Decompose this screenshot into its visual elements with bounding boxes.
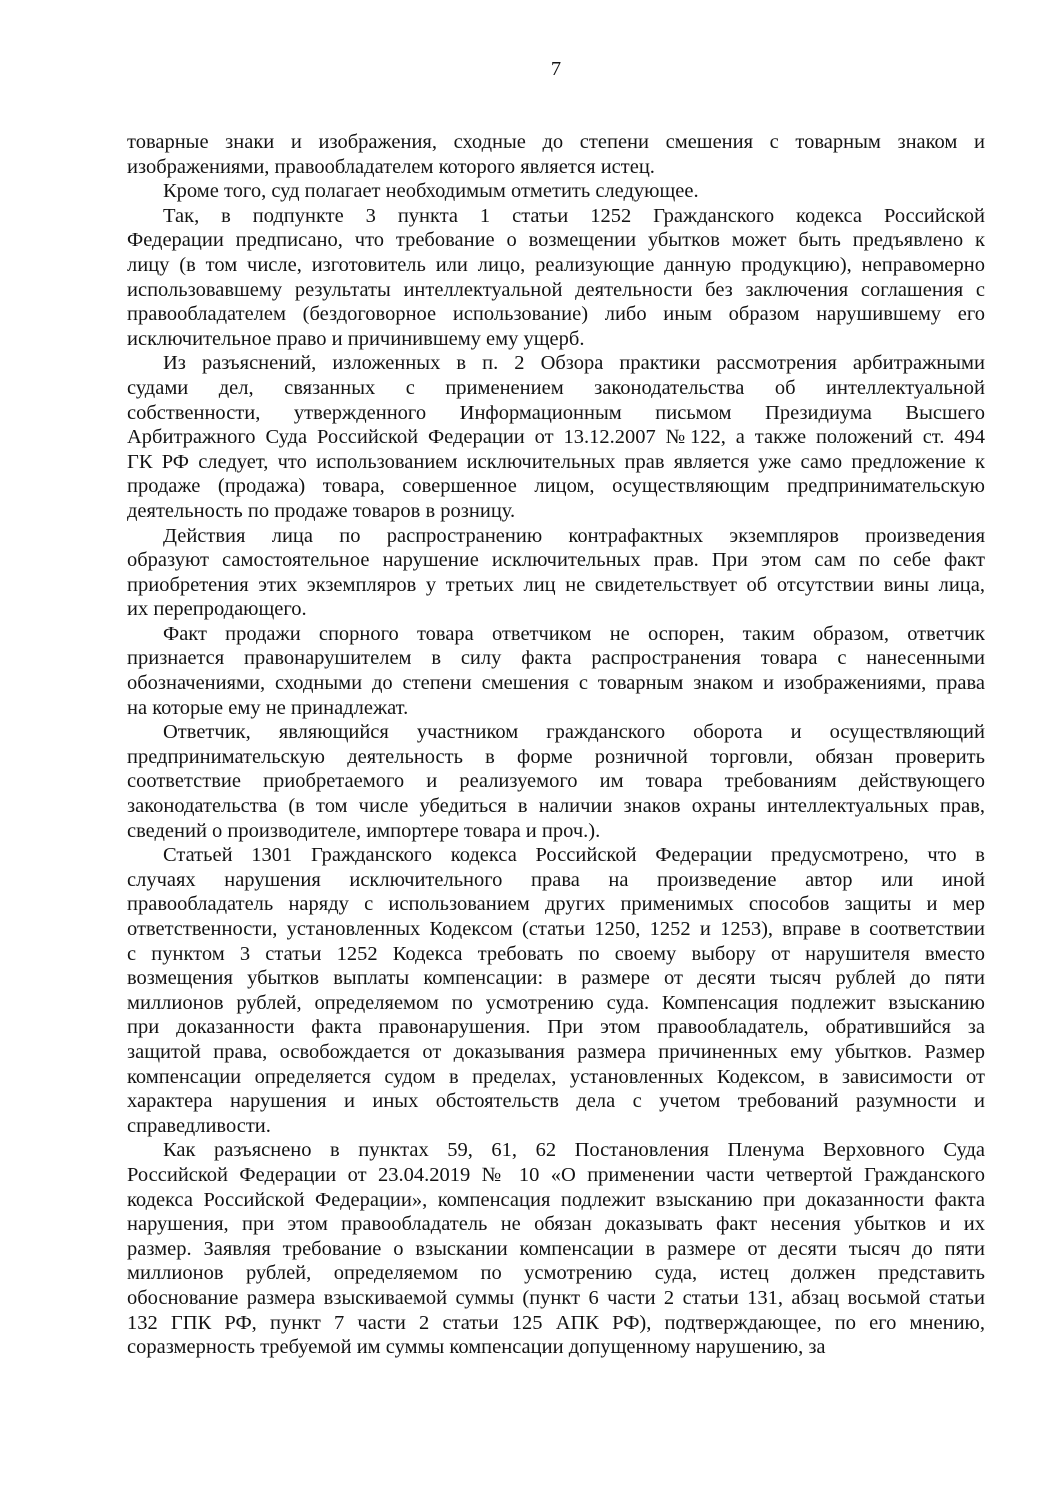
text-line: судами дел, связанных с применением законодательства об интеллектуальной	[127, 376, 985, 399]
paragraph	[127, 204, 985, 352]
text-line: размер. Заявляя требование о взыскании компенсации в размере от десяти тысяч до пяти	[127, 1237, 985, 1260]
page-number: 7	[550, 58, 562, 80]
text-line: использовавшему результаты интеллектуальной деятельности без заключения соглашения с	[127, 278, 985, 301]
text-line: сведений о производителе, импортере товара и проч.).	[127, 819, 601, 842]
text-line: обоснование размера взыскиваемой суммы (пункт 6 части 2 статьи 131, абзац восьмой статьи	[127, 1286, 985, 1309]
text-line: соответствие приобретаемого и реализуемого им товара требованиям действующего	[127, 770, 985, 793]
text-line: на которые ему не принадлежат.	[127, 696, 409, 719]
text-line: миллионов рублей, определяемом по усмотрению суда, истец должен представить	[127, 1262, 985, 1285]
text-line: исключительное право и причинившему ему ущерб.	[127, 327, 585, 350]
text-line: Факт продажи спорного товара ответчиком не оспорен, таким образом, ответчик	[163, 622, 985, 645]
text-line: Статьей 1301 Гражданского кодекса Российской Федерации предусмотрено, что в	[163, 844, 985, 867]
text-line: Ответчик, являющийся участником гражданского оборота и осуществляющий	[163, 721, 985, 744]
text-line: Из разъяснений, изложенных в п. 2 Обзора практики рассмотрения арбитражными	[163, 352, 985, 375]
text-line: товарные знаки и изображения, сходные до степени смешения с товарным знаком и	[127, 131, 985, 153]
text-line: характера нарушения и иных обстоятельств дела с учетом требований разумности и	[127, 1090, 985, 1113]
paragraph	[127, 351, 985, 523]
text-line: 132 ГПК РФ, пункт 7 части 2 статьи 125 АПК РФ), подтверждающее, по его мнению,	[127, 1311, 985, 1334]
paragraph	[127, 622, 985, 720]
paragraph	[127, 179, 985, 204]
text-line: с пунктом 3 статьи 1252 Кодекса требовать по своему выбору от нарушителя вместо	[127, 942, 985, 965]
text-line: приобретения этих экземпляров у третьих лиц не свидетельствует об отсутствии вины лица,	[127, 573, 985, 596]
text-line: возмещения убытков выплаты компенсации: в размере от десяти тысяч рублей до пяти	[127, 967, 985, 990]
text-line: правообладатель наряду с использованием других применимых способов защиты и мер	[127, 893, 985, 916]
text-line: деятельность по продаже товаров в розницу.	[127, 499, 516, 522]
text-line: Действия лица по распространению контрафактных экземпляров произведения	[163, 524, 985, 547]
document-body	[127, 130, 985, 1360]
text-line: при доказанности факта правонарушения. При этом правообладатель, обратившийся за	[127, 1016, 985, 1039]
text-line: соразмерность требуемой им суммы компенсации допущенному нарушению, за	[127, 1336, 826, 1359]
text-line: Арбитражного Суда Российской Федерации от 13.12.2007 №122, а также положений ст. 494	[127, 426, 985, 449]
text-line: кодекса Российской Федерации», компенсация подлежит взысканию при доказанности факта	[127, 1188, 985, 1211]
text-line: обозначениями, сходными до степени смешения с товарным знаком и изображениями, права	[127, 672, 985, 695]
text-line: ответственности, установленных Кодексом (статьи 1250, 1252 и 1253), вправе в соответствии	[127, 918, 985, 940]
text-line: Так, в подпункте 3 пункта 1 статьи 1252 Гражданского кодекса Российской	[163, 204, 985, 227]
paragraph	[127, 130, 985, 179]
text-line: образуют самостоятельное нарушение исключительных прав. При этом сам по себе факт	[127, 549, 985, 572]
paragraph	[127, 1138, 985, 1359]
text-line: лицу (в том числе, изготовитель или лицо, реализующие данную продукцию), неправомерно	[127, 253, 985, 276]
text-line: предпринимательскую деятельность в форме розничной торговли, обязан проверить	[127, 745, 985, 768]
paragraph	[127, 720, 985, 843]
text-line: Как разъяснено в пунктах 59, 61, 62 Постановления Пленума Верховного Суда	[163, 1139, 985, 1162]
text-line: ГК РФ следует, что использованием исключительных прав является уже само предложение к	[127, 450, 985, 473]
text-line: Российской Федерации от 23.04.2019 № 10 «О применении части четвертой Гражданского	[127, 1163, 985, 1186]
text-line: признается правонарушителем в силу факта распространения товара с нанесенными	[127, 647, 985, 670]
text-line: случаях нарушения исключительного права на произведение автор или иной	[127, 868, 985, 891]
paragraph	[127, 843, 985, 1138]
text-line: Федерации предписано, что требование о возмещении убытков может быть предъявлено к	[127, 229, 985, 252]
text-line: справедливости.	[127, 1114, 271, 1137]
text-line: правообладателем (бездоговорное использование) либо иным образом нарушившему его	[127, 303, 985, 326]
paragraph	[127, 524, 985, 622]
text-line: нарушения, при этом правообладатель не обязан доказывать факт несения убытков и их	[127, 1213, 985, 1236]
text-line: миллионов рублей, определяемом по усмотрению суда. Компенсация подлежит взысканию	[127, 991, 985, 1014]
text-line: Кроме того, суд полагает необходимым отметить следующее.	[163, 180, 699, 203]
text-line: изображениями, правообладателем которого является истец.	[127, 155, 655, 178]
text-line: продаже (продажа) товара, совершенное лицом, осуществляющим предпринимательскую	[127, 475, 985, 498]
text-line: их перепродающего.	[127, 598, 307, 621]
text-line: компенсации определяется судом в пределах, установленных Кодексом, в зависимости от	[127, 1065, 985, 1088]
text-line: защитой права, освобождается от доказывания размера причиненных ему убытков. Размер	[127, 1040, 985, 1063]
text-line: законодательства (в том числе убедиться в наличии знаков охраны интеллектуальных прав,	[127, 795, 985, 818]
text-line: собственности, утвержденного Информационным письмом Президиума Высшего	[127, 401, 985, 424]
